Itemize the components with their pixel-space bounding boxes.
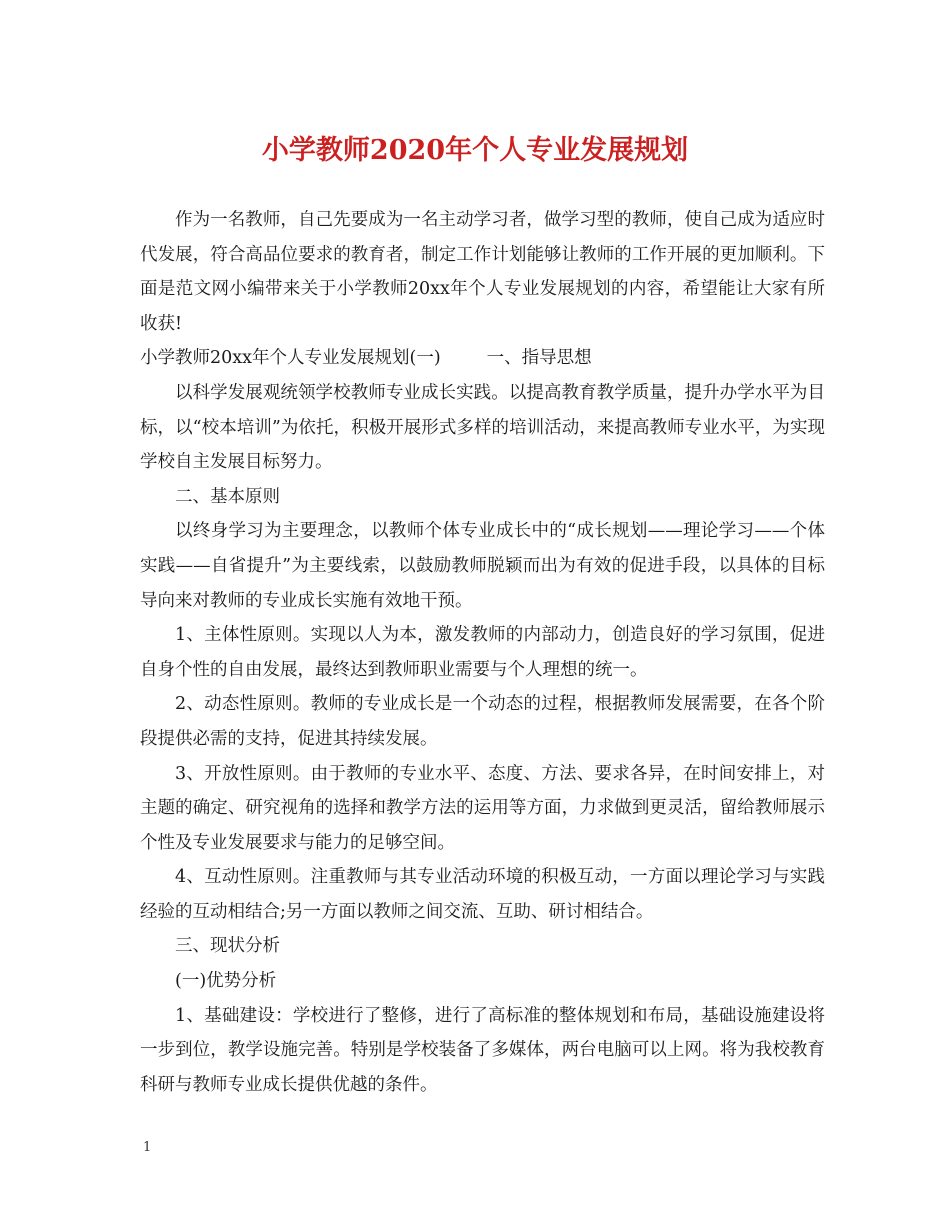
page-number: 1: [143, 1140, 152, 1155]
heading-guiding-ideology: 一、指导思想: [486, 348, 592, 369]
principle-interaction: 4、互动性原则。注重教师与其专业活动环境的积极互动，一方面以理论学习与实践经验的互动相结合;另一方面以教师之间交流、互助、研讨相结合。: [140, 867, 825, 922]
principle-subjectivity: 1、主体性原则。实现以人为本，激发教师的内部动力，创造良好的学习氛围，促进自身个性的自由发展，最终达到教师职业需要与个人理想的统一。: [140, 625, 825, 680]
guiding-ideology-paragraph: 以科学发展观统领学校教师专业成长实践。以提高教育教学质量，提升办学水平为目标，以“校本培训”为依托，积极开展形式多样的培训活动，来提高教师专业水平，为实现学校自主发展目标努力。: [140, 382, 825, 473]
document-body: [140, 203, 825, 1102]
principle-dynamic: 2、动态性原则。教师的专业成长是一个动态的过程，根据教师发展需要，在各个阶段提供必需的支持，促进其持续发展。: [140, 694, 825, 749]
heading-status-analysis: 三、现状分析: [175, 936, 280, 957]
infrastructure-paragraph: 1、基础建设：学校进行了整修，进行了高标准的整体规划和布局，基础设施建设将一步到位，教学设施完善。特别是学校装备了多媒体，两台电脑可以上网。将为我校教育科研与教师专业成长提供优越的条件。: [140, 1005, 825, 1095]
heading-advantage-analysis: (一)优势分析: [175, 971, 277, 992]
section-heading-line: [140, 341, 825, 376]
basic-principles-paragraph: 以终身学习为主要理念，以教师个体专业成长中的“成长规划——理论学习——个体实践——自省提升”为主要线索，以鼓励教师脱颖而出为有效的促进手段，以具体的目标导向来对教师的专业成长实施有效地干预。: [140, 521, 825, 611]
document-title: 小学教师2020年个人专业发展规划: [261, 135, 689, 166]
heading-basic-principles: 二、基本原则: [175, 486, 280, 507]
section-heading: 小学教师20xx年个人专业发展规划(一): [140, 348, 441, 369]
principle-openness: 3、开放性原则。由于教师的专业水平、态度、方法、要求各异，在时间安排上，对主题的确定、研究视角的选择和教学方法的运用等方面，力求做到更灵活，留给教师展示个性及专业发展要求与能力的足够空间。: [140, 763, 825, 853]
intro-paragraph: 作为一名教师，自己先要成为一名主动学习者，做学习型的教师，使自己成为适应时代发展，符合高品位要求的教育者，制定工作计划能够让教师的工作开展的更加顺利。下面是范文网小编带来关于小学教师20xx年个人专业发展规划的内容，希望能让大家有所收获!: [140, 210, 825, 334]
